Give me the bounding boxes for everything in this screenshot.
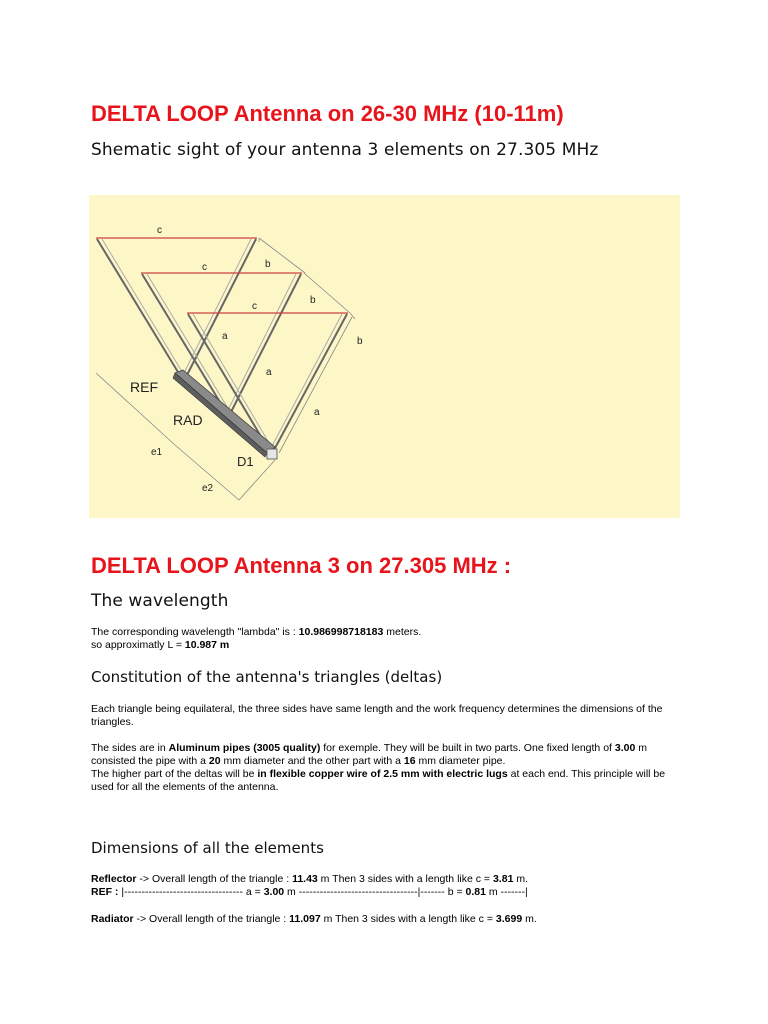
label-c-rad: c <box>202 262 207 273</box>
section-title: DELTA LOOP Antenna 3 on 27.305 MHz : <box>91 553 512 578</box>
director-right-side <box>274 314 347 450</box>
antenna-diagram <box>89 195 680 518</box>
label-a-ref: a <box>222 331 228 342</box>
constitution-paragraph-2: The sides are in Aluminum pipes (3005 quality) for exemple. They will be built in two parts. One fixed length of 3.00 m consisted the pipe with a 20 mm diameter and the other part with a 16 mm diameter pipe. The higher part of the deltas will be in flexible copper wire of 2.5 mm with electric lugs at each end. This principle will be used for all the elements of the antenna. <box>91 742 666 793</box>
radiator-triangle <box>141 273 302 412</box>
dimensions-heading: Dimensions of all the elements <box>91 839 324 857</box>
label-e2: e2 <box>202 483 214 494</box>
label-b-rad: b <box>310 295 316 306</box>
label-ref: REF <box>130 379 158 395</box>
wavelength-heading: The wavelength <box>91 591 229 611</box>
page-title: DELTA LOOP Antenna on 26-30 MHz (10-11m) <box>91 101 564 126</box>
label-d1: D1 <box>237 454 254 469</box>
label-c-d1: c <box>252 301 257 312</box>
director-left-side <box>188 314 269 450</box>
reflector-left-side-inner <box>102 239 184 375</box>
label-e1: e1 <box>151 447 163 458</box>
label-b-d1: b <box>357 336 363 347</box>
label-a-d1: a <box>314 407 320 418</box>
boom-end-cap <box>267 449 277 459</box>
reflector-left-side <box>97 239 181 377</box>
reflector-triangle <box>96 238 257 377</box>
label-b-ref: b <box>265 259 271 270</box>
director-triangle <box>187 313 348 450</box>
constitution-heading: Constitution of the antenna's triangles (deltas) <box>91 668 443 686</box>
wavelength-approx: 10.987 m <box>184 639 230 651</box>
radiator-right-side-inner <box>228 274 296 410</box>
label-c-ref: c <box>157 225 162 236</box>
director-right-side-inner <box>271 314 342 448</box>
radiator-dimensions: Radiator -> Overall length of the triangle : 11.097 m Then 3 sides with a length like c = 3.699 m. <box>91 913 537 925</box>
wavelength-value: 10.986998718183 <box>298 626 384 638</box>
page-subtitle: Shematic sight of your antenna 3 elements on 27.305 MHz <box>91 140 599 160</box>
label-rad: RAD <box>173 412 203 428</box>
constitution-paragraph-1: Each triangle being equilateral, the three sides have same length and the work frequency determines the dimensions of the triangles. <box>91 703 663 728</box>
radiator-right-side <box>231 274 301 412</box>
reflector-dimensions: Reflector -> Overall length of the triangle : 11.43 m Then 3 sides with a length like c = 3.81 m. REF : |---------------------------------- a = 3.00 m ----------------------------------|------- b = 0.81 m -------| <box>91 873 528 898</box>
wavelength-text: The corresponding wavelength "lambda" is : 10.986998718183 meters. so approximatly L = 10.987 m <box>91 626 422 651</box>
antenna-schematic <box>89 195 680 518</box>
label-a-rad: a <box>266 367 272 378</box>
